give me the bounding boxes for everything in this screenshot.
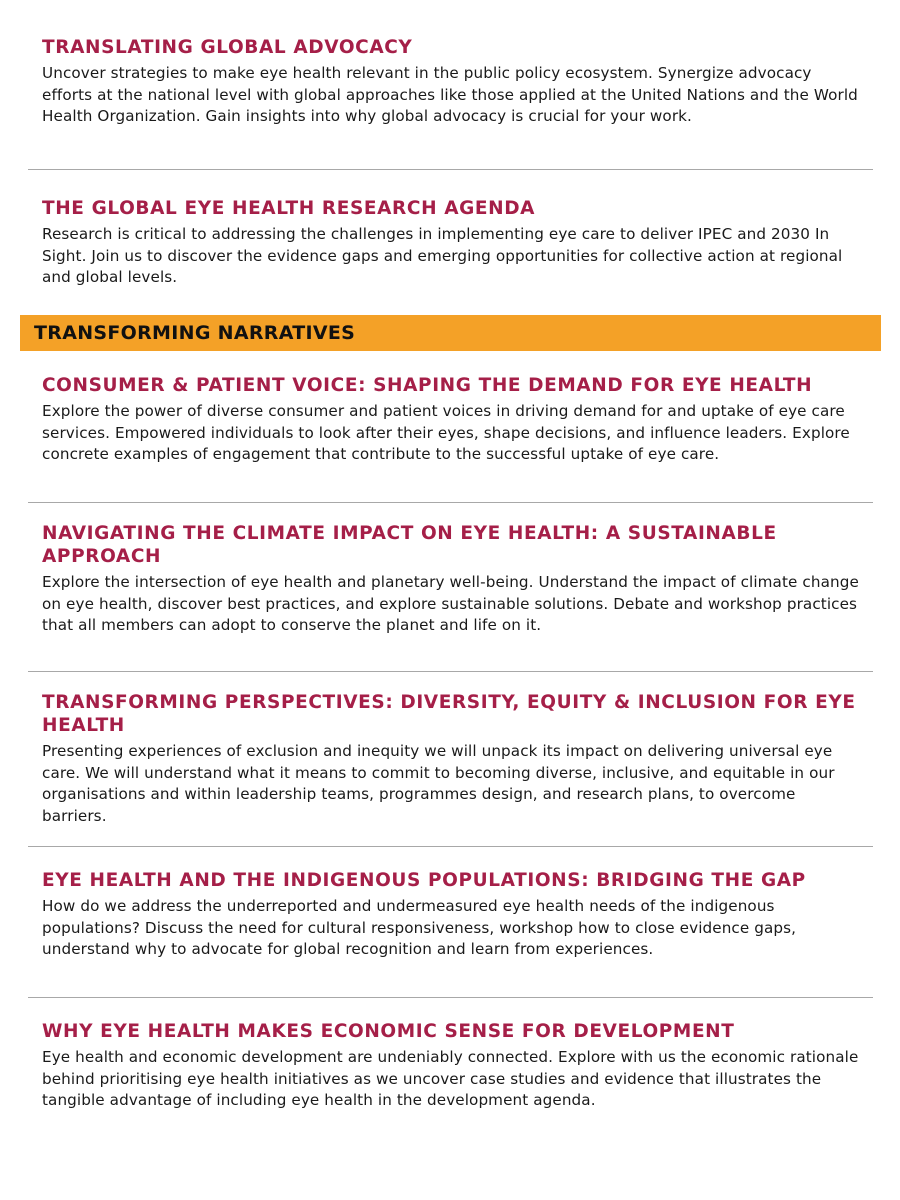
section-body: Presenting experiences of exclusion and inequity we will unpack its impact on delivering universal eye care. We will understand what it means to commit to becoming diverse, inclusive, and equitable in our organisations and within leadership teams, programmes design, and research plans, to overcome barriers. — [42, 742, 835, 825]
section-research-agenda — [42, 197, 862, 289]
section-title: TRANSFORMING PERSPECTIVES: DIVERSITY, EQUITY & INCLUSION FOR EYE HEALTH — [42, 692, 856, 736]
banner-label: TRANSFORMING NARRATIVES — [34, 322, 356, 344]
section-divider — [28, 502, 873, 503]
section-divider — [28, 846, 873, 847]
section-body: Eye health and economic development are undeniably connected. Explore with us the economic rationale behind prioritising eye health initiatives as we uncover case studies and evidence that illustrates the tangible advantage of including eye health in the development agenda. — [42, 1048, 859, 1109]
section-body: How do we address the underreported and undermeasured eye health needs of the indigenous populations? Discuss the need for cultural responsiveness, workshop how to close evidence gaps, understand why to advocate for global recognition and learn from experiences. — [42, 897, 797, 958]
section-body: Research is critical to addressing the challenges in implementing eye care to deliver IPEC and 2030 In Sight. Join us to discover the evidence gaps and emerging opportunities for collective action at regional and global levels. — [42, 225, 843, 286]
section-body: Explore the power of diverse consumer and patient voices in driving demand for and uptake of eye care services. Empowered individuals to look after their eyes, shape decisions, and influence leaders. Explore concrete examples of engagement that contribute to the successful uptake of eye care. — [42, 402, 850, 463]
section-indigenous-populations — [42, 869, 862, 961]
transforming-narratives-banner — [20, 315, 881, 351]
section-title: THE GLOBAL EYE HEALTH RESEARCH AGENDA — [42, 198, 536, 219]
section-divider — [28, 169, 873, 170]
section-economic-sense — [42, 1020, 862, 1112]
section-title: TRANSLATING GLOBAL ADVOCACY — [42, 37, 413, 58]
section-divider — [28, 997, 873, 998]
section-translating-global-advocacy — [42, 36, 862, 128]
section-body: Explore the intersection of eye health and planetary well-being. Understand the impact of climate change on eye health, discover best practices, and explore sustainable solutions. Debate and workshop practices that all members can adopt to conserve the planet and life on it. — [42, 573, 859, 634]
section-body: Uncover strategies to make eye health relevant in the public policy ecosystem. Synergize advocacy efforts at the national level with global approaches like those applied at the United Nations and the World Health Organization. Gain insights into why global advocacy is crucial for your work. — [42, 64, 858, 125]
section-title: WHY EYE HEALTH MAKES ECONOMIC SENSE FOR DEVELOPMENT — [42, 1021, 735, 1042]
section-climate-impact — [42, 522, 862, 637]
section-divider — [28, 671, 873, 672]
section-title: EYE HEALTH AND THE INDIGENOUS POPULATIONS: BRIDGING THE GAP — [42, 870, 806, 891]
section-title: CONSUMER & PATIENT VOICE: SHAPING THE DEMAND FOR EYE HEALTH — [42, 375, 813, 396]
section-diversity-equity-inclusion — [42, 691, 862, 827]
section-consumer-patient-voice — [42, 374, 862, 466]
section-title: NAVIGATING THE CLIMATE IMPACT ON EYE HEALTH: A SUSTAINABLE APPROACH — [42, 523, 777, 567]
